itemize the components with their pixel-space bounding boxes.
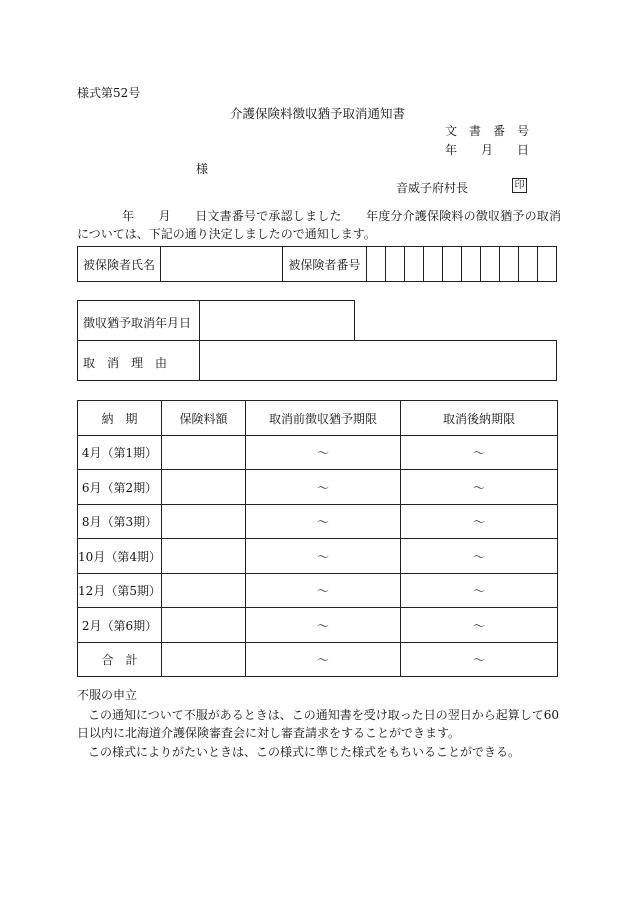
after-deadline-cell[interactable]: 〜 [401, 574, 558, 608]
period-cell: 10月（第4期） [78, 539, 162, 574]
period-cell: 12月（第5期） [78, 574, 162, 608]
period-cell: 6月（第2期） [78, 470, 162, 505]
before-deadline-cell[interactable]: 〜 [246, 505, 401, 539]
amount-cell[interactable] [162, 505, 246, 539]
insured-number-digit[interactable] [537, 247, 556, 282]
cancel-date-field[interactable] [204, 314, 352, 328]
total-amount-cell[interactable] [162, 643, 246, 677]
after-deadline-cell[interactable]: 〜 [401, 436, 558, 470]
before-deadline-cell[interactable]: 〜 [246, 470, 401, 505]
amount-cell[interactable] [162, 574, 246, 608]
doc-number-label: 文 書 番 号 [445, 124, 530, 138]
date-label: 年 月 日 [445, 143, 530, 157]
after-deadline-cell[interactable]: 〜 [401, 470, 558, 505]
total-label: 合 計 [78, 643, 162, 677]
amount-cell[interactable] [162, 608, 246, 643]
header-after-deadline: 取消後納期限 [401, 401, 558, 436]
amount-cell[interactable] [162, 470, 246, 505]
appeal-text-line1: この通知について不服があるときは、この通知書を受け取った日の翌日から起算して60 [88, 708, 560, 722]
insured-table [77, 246, 557, 282]
form-number: 様式第52号 [77, 86, 141, 100]
cancel-reason-row [77, 340, 557, 381]
document-title: 介護保険料徴収猶予取消通知書 [230, 106, 406, 121]
usage-note: この様式によりがたいときは、この様式に準じた様式をもちいることができる。 [88, 745, 521, 759]
seal-stamp: 印 [512, 178, 527, 193]
header-period: 納 期 [78, 401, 162, 436]
before-deadline-cell[interactable]: 〜 [246, 539, 401, 574]
table-row [78, 505, 558, 539]
insured-number-digit[interactable] [480, 247, 499, 282]
period-cell: 4月（第1期） [78, 436, 162, 470]
header-before-deadline: 取消前徴収猶予期限 [246, 401, 401, 436]
cancel-date-row [77, 300, 355, 341]
body-text-line2: については、下記の通り決定しましたので通知します。 [77, 227, 376, 241]
table-row [78, 539, 558, 574]
cancel-reason-label: 取 消 理 由 [83, 356, 168, 370]
cancel-date-label: 徴収猶予取消年月日 [83, 316, 192, 330]
table-row [78, 470, 558, 505]
insured-number-digit[interactable] [385, 247, 404, 282]
appeal-text-line2: 日以内に北海道介護保険審査会に対し審査請求をすることができます。 [77, 726, 461, 740]
issuer-name: 音威子府村長 [396, 181, 469, 195]
insured-name-field[interactable] [161, 247, 283, 282]
amount-cell[interactable] [162, 436, 246, 470]
insured-number-digit[interactable] [461, 247, 480, 282]
period-cell: 8月（第3期） [78, 505, 162, 539]
insured-name-label: 被保険者氏名 [78, 247, 161, 282]
insured-number-digit[interactable] [404, 247, 423, 282]
body-text-line1: 年 月 日文書番号で承認しました 年度分介護保険料の徴収猶予の取消 [122, 209, 562, 223]
before-deadline-cell[interactable]: 〜 [246, 608, 401, 643]
insured-number-digit[interactable] [423, 247, 442, 282]
before-deadline-cell[interactable]: 〜 [246, 436, 401, 470]
insured-number-digit[interactable] [366, 247, 385, 282]
insured-number-digit[interactable] [442, 247, 461, 282]
period-cell: 2月（第6期） [78, 608, 162, 643]
before-deadline-cell[interactable]: 〜 [246, 643, 401, 677]
table-row [78, 574, 558, 608]
table-row [78, 608, 558, 643]
before-deadline-cell[interactable]: 〜 [246, 574, 401, 608]
after-deadline-cell[interactable]: 〜 [401, 505, 558, 539]
table-row [78, 436, 558, 470]
appeal-heading: 不服の申立 [77, 688, 138, 702]
after-deadline-cell[interactable]: 〜 [401, 643, 558, 677]
insured-number-digit[interactable] [518, 247, 537, 282]
table-row-total [78, 643, 558, 677]
recipient-suffix: 様 [196, 162, 209, 176]
cancel-reason-field[interactable] [204, 354, 552, 368]
header-amount: 保険料額 [162, 401, 246, 436]
after-deadline-cell[interactable]: 〜 [401, 608, 558, 643]
cancel-reason-divider [199, 341, 200, 380]
cancel-date-divider [199, 301, 200, 340]
amount-cell[interactable] [162, 539, 246, 574]
after-deadline-cell[interactable]: 〜 [401, 539, 558, 574]
periods-table [77, 400, 558, 677]
insured-number-digit[interactable] [499, 247, 518, 282]
insured-number-label: 被保険者番号 [283, 247, 366, 282]
